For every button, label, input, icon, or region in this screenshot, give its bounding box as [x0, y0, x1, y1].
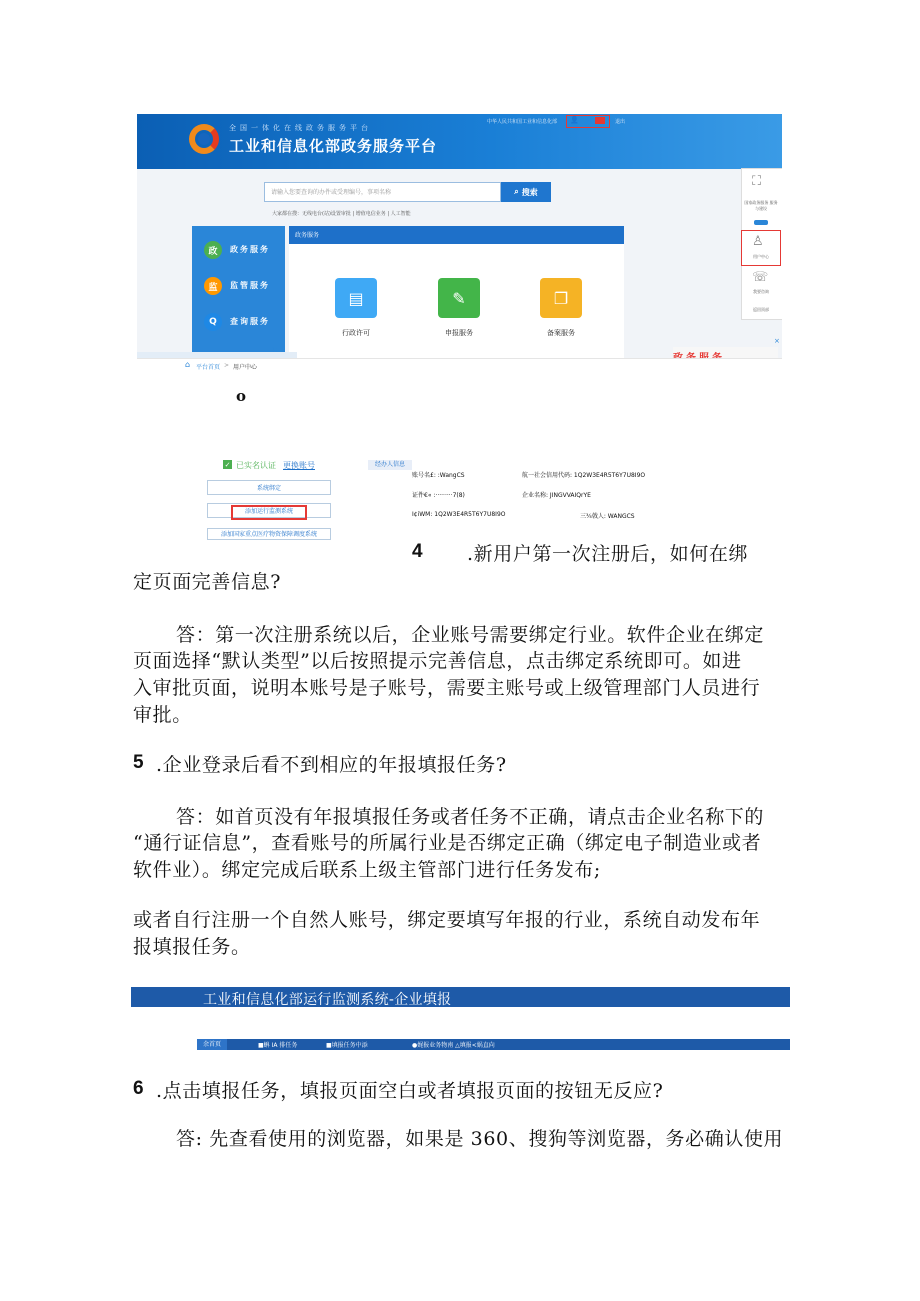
float-consult[interactable]: 我要咨询 [753, 289, 769, 294]
q5-answer2-line: 报填报任务。 [133, 936, 251, 958]
tile-label-admin-license[interactable]: 行政许可 [342, 329, 370, 337]
add-monitor-highlight [231, 505, 307, 520]
q5-title: .企业登录后看不到相应的年报填报任务? [156, 754, 507, 776]
float-badge [754, 220, 768, 225]
supervision-icon: 监 [204, 277, 222, 295]
float-user-center[interactable]: 用户中心 [753, 254, 769, 259]
certificate-number: 证件€« :·········7(8) [412, 492, 465, 499]
query-icon: Q [204, 313, 222, 331]
monitor-nav-item[interactable]: ■填报任务中添 [326, 1042, 368, 1049]
user-name-mask [595, 117, 605, 124]
q4-answer-line: 审批。 [133, 704, 192, 726]
user-icon[interactable]: 👤 [570, 116, 579, 124]
verified-icon: ✓ [224, 460, 231, 469]
sidebar-item-query[interactable] [192, 306, 285, 342]
search-icon: ⌕ [514, 187, 519, 196]
portal-screenshot [137, 114, 782, 374]
sidebar-item-gov-service[interactable] [192, 234, 285, 270]
sidebar-item-supervision[interactable] [192, 270, 285, 306]
change-account-link[interactable]: 更换账号 [283, 461, 315, 470]
hot-search-words[interactable]: 大家都在搜：无线电台(站)设置审批 | 增值电信业务 | 人工智能 [272, 211, 411, 217]
credit-code: 航一社会信用代码: 1Q2W3E4R5T6Y7U8I9O [522, 472, 646, 479]
q5-answer-line: 答：如首页没有年报填报任务或者任务不正确，请点击企业名称下的 [176, 806, 765, 828]
portal-subtitle: 全国一体化在线政务服务平台 [229, 124, 372, 132]
breadcrumb-current: 用户中心 [233, 364, 258, 371]
monitor-nav-item[interactable]: ■蝌 IA 排任务 [258, 1042, 298, 1049]
tile-label-declare-service[interactable]: 申报服务 [445, 329, 473, 337]
sidebar-item-label: 查询服务 [230, 317, 270, 326]
sidebar-item-label: 监管服务 [230, 281, 270, 290]
service-panel-header [289, 226, 624, 244]
q5-answer-line: “通行证信息”，查看账号的所属行业是否绑定正确（绑定电子制造业或者 [133, 832, 762, 854]
portal-title: 工业和信息化部政务服务平台 [229, 137, 438, 155]
system-bind-button[interactable]: 系统绑定 [207, 480, 331, 495]
add-monitor-system-button[interactable]: 添加运行监测系统 [207, 503, 331, 518]
q4-title-line2: 定页面完善信息? [133, 571, 281, 593]
q4-answer-line: 入审批页面，说明本账号是子账号，需要主账号或上级管理部门人员进行 [133, 677, 761, 699]
breadcrumb-separator: > [224, 362, 230, 369]
search-button[interactable] [501, 182, 551, 202]
q6-title: .点击填报任务，填报页面空白或者填报页面的按钮无反应? [156, 1080, 664, 1102]
q4-number: 4 [412, 541, 423, 562]
sidebar-item-label: 政务服务 [230, 245, 270, 254]
caption-mark: o [236, 387, 247, 405]
monitor-home-tab[interactable]: 余首页 [197, 1039, 227, 1050]
float-back-to-top[interactable]: 返回顶部 [753, 307, 769, 312]
breadcrumb-home[interactable]: 平台首页 [196, 364, 221, 371]
account-name: 账号名£: :WangCS [412, 472, 465, 479]
filing-service-icon[interactable]: ❐ [540, 278, 582, 318]
add-medical-system-button[interactable]: 添加国家重点医疗物资保障调度系统 [207, 528, 331, 540]
contact-person: 三¾戟人: WANGCS [580, 513, 635, 520]
verified-label: 已实名认证 [236, 461, 276, 470]
search-placeholder: 请输入您要查询的办件或受理编号，事项名称 [271, 189, 392, 196]
tile-label-filing-service[interactable]: 备案服务 [547, 329, 575, 337]
close-icon[interactable]: × [271, 345, 279, 355]
q6-answer-line: 答: 先查看使用的浏览器，如果是 360、搜狗等浏览器，务必确认使用 [176, 1128, 784, 1150]
user-center-icon[interactable]: ♙ [752, 234, 764, 249]
q6-number: 6 [133, 1078, 144, 1099]
q4-title-line1: .新用户第一次注册后，如何在绑 [467, 543, 749, 565]
iwm-code: I¢iWM: 1Q2W3E4R5T6Y7U8I9O [412, 511, 506, 518]
location-icon: ⌂ [185, 360, 191, 369]
q4-answer-line: 答：第一次注册系统以后，企业账号需要绑定行业。软件企业在绑定 [176, 624, 765, 646]
q4-answer-line: 页面选择“默认类型”以后按照提示完善信息，点击绑定系统即可。如进 [133, 650, 742, 672]
service-panel-title: 政务服务 [295, 232, 320, 239]
banner-close-icon[interactable]: × [774, 337, 780, 345]
admin-license-icon[interactable]: ▤ [335, 278, 377, 318]
service-sidebar [192, 226, 285, 356]
scan-icon[interactable]: ⛶ [752, 174, 762, 189]
float-national-service[interactable]: 国家政务服务 服务与建设 [744, 200, 778, 211]
consult-icon[interactable]: ☏ [752, 270, 769, 285]
monitor-nav-item[interactable]: ●娓报业务物南 △填报<娲直向 [412, 1042, 495, 1049]
portal-logo-center [198, 133, 210, 145]
declare-service-icon[interactable]: ✎ [438, 278, 480, 318]
top-links[interactable]: 中华人民共和国工业和信息化部 [487, 119, 558, 125]
monitor-system-title: 工业和信息化部运行监测系统-企业填报 [203, 992, 452, 1008]
q5-answer2-line: 或者自行注册一个自然人账号，绑定要填写年报的行业，系统自动发布年 [133, 909, 761, 931]
q5-number: 5 [133, 752, 144, 773]
logout-link[interactable]: 退出 [615, 119, 626, 125]
q5-answer-line: 软件业）。绑定完成后联系上级主管部门进行任务发布; [133, 859, 601, 881]
manager-info-tab[interactable]: 经办人信息 [368, 460, 412, 470]
company-name: 企业名称: JINGVVAIQrYE [522, 492, 591, 499]
gov-service-icon: 政 [204, 241, 222, 259]
search-button-label: 搜索 [521, 187, 538, 197]
